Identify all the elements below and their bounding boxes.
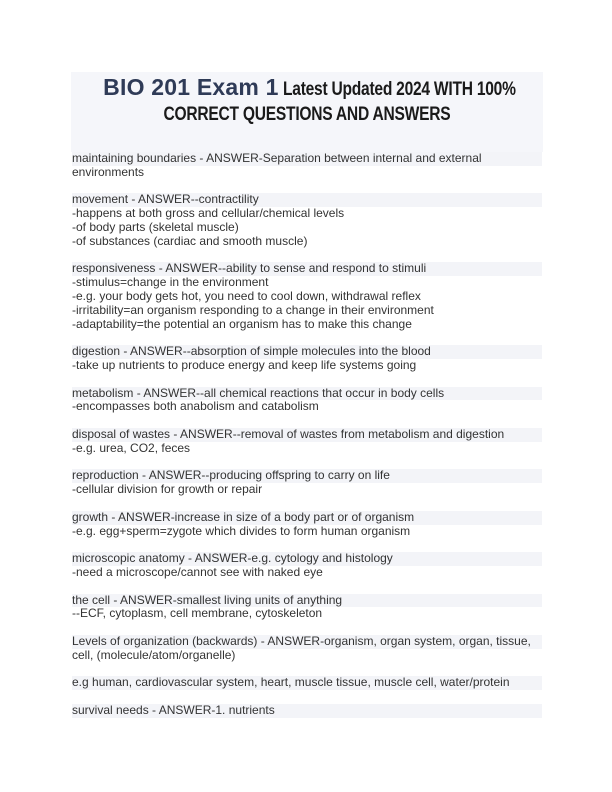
qa-entry	[72, 193, 542, 248]
qa-term-line: metabolism - ANSWER--all chemical reactions that occur in body cells	[72, 387, 542, 401]
qa-answer-line: --ECF, cytoplasm, cell membrane, cytoskeleton	[72, 606, 323, 621]
qa-term-line: digestion - ANSWER--absorption of simple molecules into the blood	[72, 345, 542, 359]
title-subtitle-2: CORRECT QUESTIONS AND ANSWERS	[163, 104, 451, 125]
qa-term-line: the cell - ANSWER-smallest living units of anything	[72, 594, 542, 608]
qa-answer-line: cell, (molecule/atom/organelle)	[72, 647, 236, 662]
qa-answer-line: environments	[72, 164, 145, 179]
qa-list	[72, 152, 542, 731]
qa-term-line: e.g human, cardiovascular system, heart, muscle tissue, muscle cell, water/protein	[72, 676, 542, 690]
qa-entry	[72, 676, 542, 690]
qa-entry	[72, 635, 542, 663]
title-banner	[71, 72, 543, 152]
qa-answer-line: -e.g. your body gets hot, you need to cool down, withdrawal reflex	[72, 288, 421, 303]
qa-answer-line: -of body parts (skeletal muscle)	[72, 219, 239, 234]
qa-entry	[72, 704, 542, 718]
qa-answer-line: -cellular division for growth or repair	[72, 482, 263, 497]
qa-term-line: Levels of organization (backwards) - ANSWER-organism, organ system, organ, tissue,	[72, 635, 542, 649]
qa-answer-line: -e.g. urea, CO2, feces	[72, 440, 191, 455]
title-course: BIO 201 Exam 1	[103, 74, 279, 100]
qa-term-line: maintaining boundaries - ANSWER-Separation between internal and external	[72, 152, 542, 166]
qa-answer-line: -stimulus=change in the environment	[72, 275, 269, 290]
qa-entry	[72, 387, 542, 415]
qa-term-line: responsiveness - ANSWER--ability to sense and respond to stimuli	[72, 262, 542, 276]
qa-entry	[72, 594, 542, 622]
qa-term-line: survival needs - ANSWER-1. nutrients	[72, 704, 542, 718]
qa-entry	[72, 552, 542, 580]
qa-answer-line: -irritability=an organism responding to a change in their environment	[72, 302, 434, 317]
qa-term-line: growth - ANSWER-increase in size of a body part or of organism	[72, 511, 542, 525]
qa-entry	[72, 152, 542, 180]
qa-answer-line: -of substances (cardiac and smooth muscle)	[72, 233, 308, 248]
qa-entry	[72, 469, 542, 497]
qa-answer-line: -take up nutrients to produce energy and keep life systems going	[72, 357, 417, 372]
title-line-2	[71, 104, 543, 126]
qa-term-line: disposal of wastes - ANSWER--removal of wastes from metabolism and digestion	[72, 428, 542, 442]
qa-answer-line: -encompasses both anabolism and catabolism	[72, 399, 319, 414]
title-subtitle: Latest Updated 2024 WITH 100%	[283, 79, 516, 100]
qa-term-line: microscopic anatomy - ANSWER-e.g. cytology and histology	[72, 552, 542, 566]
qa-entry	[72, 428, 542, 456]
qa-answer-line: -need a microscope/cannot see with naked eye	[72, 564, 323, 579]
qa-answer-line: -adaptability=the potential an organism has to make this change	[72, 316, 412, 331]
qa-entry	[72, 345, 542, 373]
qa-entry	[72, 262, 542, 331]
title-line-1	[71, 74, 543, 101]
qa-term-line: movement - ANSWER--contractility	[72, 193, 542, 207]
qa-entry	[72, 511, 542, 539]
qa-answer-line: -happens at both gross and cellular/chemical levels	[72, 206, 345, 221]
qa-answer-line: -e.g. egg+sperm=zygote which divides to form human organism	[72, 523, 411, 538]
qa-term-line: reproduction - ANSWER--producing offspring to carry on life	[72, 469, 542, 483]
